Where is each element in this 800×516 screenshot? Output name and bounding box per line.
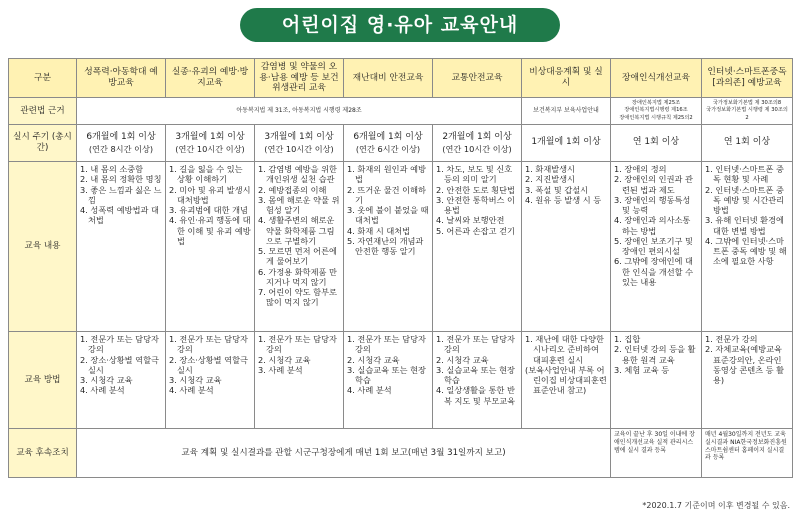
list-item: 7. 어린이 약도 함부로 많이 먹지 않기 — [258, 287, 337, 308]
footnote: *2020.1.7 기준이며 이후 변경될 수 있음. — [642, 501, 790, 510]
content-cell — [433, 162, 522, 332]
header-row — [9, 59, 793, 98]
list-item: 1. 길을 잃을 수 있는 상황 이해하기 — [169, 164, 243, 185]
law-label: 관련법 근거 — [9, 98, 77, 125]
followup-row — [9, 429, 793, 478]
list-item: 4. 사례 분석 — [347, 385, 392, 396]
method-cell — [433, 332, 522, 429]
list-item: 2. 지진발생시 — [525, 174, 575, 185]
list-item: 5. 자연재난의 개념과 안전한 행동 알기 — [347, 235, 424, 256]
list-item: 1. 내 몸의 소중함 — [80, 164, 144, 174]
page-title: 어린이집 영·유아 교육안내 — [240, 8, 560, 42]
list-item: 2. 내 몸의 정확한 명칭 — [80, 174, 162, 185]
list-item: 3. 시청각 교육 — [80, 375, 133, 385]
header-emergency-plan: 비상대응계획 및 실시 — [522, 59, 611, 98]
list-item: 3. 시청각 교육 — [169, 375, 222, 385]
method-cell — [77, 332, 166, 429]
list-item: 6. 그밖에 장애인에 대한 인식을 개선할 수 있는 내용 — [614, 256, 694, 287]
content-label: 교육 내용 — [9, 162, 77, 332]
frequency-row — [9, 125, 793, 162]
content-cell — [166, 162, 255, 332]
method-cell — [522, 332, 611, 429]
frequency-cell: 3개월에 1회 이상 (연간 10시간 이상) — [166, 125, 255, 162]
method-label: 교육 방법 — [9, 332, 77, 429]
title-area — [0, 0, 800, 50]
content-cell — [702, 162, 793, 332]
list-item: 6. 가정용 화학제품 만지거나 먹지 않기 — [258, 266, 337, 287]
list-item: 2. 뜨거운 물건 이해하기 — [347, 184, 426, 205]
frequency-cell: 1개월에 1회 이상 — [522, 125, 611, 162]
header-sexual-violence: 성폭력·아동학대 예방교육 — [77, 59, 166, 98]
list-item: 1. 전문가 또는 담당자 강의 — [347, 334, 426, 355]
list-item: 3. 안전한 통학버스 이용법 — [436, 194, 515, 215]
list-item: 3. 좋은 느낌과 싫은 느낌 — [80, 184, 162, 205]
list-item: 5. 어른과 손잡고 걷기 — [436, 225, 515, 236]
list-item: 1. 전문가 또는 담당자 강의 — [436, 334, 515, 355]
frequency-cell: 6개월에 1회 이상 (연간 6시간 이상) — [344, 125, 433, 162]
followup-cell-internet: 매년 4월30일까지 전년도 교육실시결과 NIA한국정보화진흥원 스마트쉼센터 홈페이지 실시결과 등록 — [702, 429, 793, 478]
list-item: 1. 전문가 또는 담당자 강의 — [80, 334, 159, 355]
list-item: 1. 화재발생시 — [525, 164, 575, 174]
list-item: 3. 옷에 불이 붙었을 때 대처법 — [347, 205, 429, 226]
frequency-cell: 2개월에 1회 이상 (연간 10시간 이상) — [433, 125, 522, 162]
method-cell — [166, 332, 255, 429]
list-item: 3. 사례 분석 — [258, 364, 303, 375]
followup-label: 교육 후속조치 — [9, 429, 77, 478]
list-item: 5. 모르면 먼저 어른에게 물어보기 — [258, 246, 337, 267]
list-item: 2. 시청각 교육 — [436, 354, 489, 365]
list-item: 1. 재난에 대한 다양한 시나리오 준비하여 대피훈련 실시 — [525, 334, 604, 365]
list-item: 4. 그밖에 인터넷·스마트폰 중독 예방 및 해소에 필요한 사항 — [705, 235, 787, 267]
list-item: 1. 전문가 또는 담당자 강의 — [169, 334, 248, 355]
list-item: 3. 실습교육 또는 현장학습 — [436, 364, 515, 385]
list-item: 4. 성폭력 예방법과 대처법 — [80, 205, 159, 226]
list-item: 1. 전문가 강의 — [705, 334, 758, 344]
law-row — [9, 98, 793, 125]
list-item: 2. 인터넷 강의 등을 활용한 원격 교육 — [614, 344, 696, 365]
list-item: 2. 미아 및 유괴 발생시 대처방법 — [169, 184, 251, 205]
frequency-cell: 연 1회 이상 — [702, 125, 793, 162]
frequency-label: 실시 주기 (총시간) — [9, 125, 77, 162]
list-item: 3. 유해 인터넷 환경에 대한 변별 방법 — [705, 215, 784, 236]
list-item: 1. 장애의 정의 — [614, 164, 667, 174]
method-row — [9, 332, 793, 429]
list-item: 3. 장애인의 행동특성 및 능력 — [614, 194, 691, 215]
frequency-cell: 3개월에 1회 이상 (연간 10시간 이상) — [255, 125, 344, 162]
content-cell — [255, 162, 344, 332]
list-item: 2. 시청각 교육 — [258, 354, 311, 365]
law-cell-emergency: 보건복지부 보육사업안내 — [522, 98, 611, 125]
list-item: 1. 전문가 또는 담당자 강의 — [258, 334, 337, 355]
header-disability-awareness: 장애인식개선교육 — [611, 59, 702, 98]
education-table — [8, 58, 793, 478]
list-item: 4. 사례 분석 — [169, 385, 214, 396]
followup-merged-cell: 교육 계획 및 실시결과를 관할 시군구청장에게 매년 1회 보고(매년 3월 31일까지 보고) — [77, 429, 611, 478]
list-item: 2. 예방접종의 이해 — [258, 184, 327, 195]
list-item: 2. 장소·상황별 역할극 실시 — [169, 354, 248, 375]
list-item: 3. 실습교육 또는 현장학습 — [347, 364, 426, 385]
list-item: 4. 일상생활을 통한 반복 지도 및 부모교육 — [436, 385, 516, 406]
header-internet-addiction: 인터넷·스마트폰중독 [과의존] 예방교육 — [702, 59, 793, 98]
list-item: 2. 안전한 도로 횡단법 — [436, 184, 515, 195]
list-item: 1. 차도, 보도 및 신호등의 의미 알기 — [436, 164, 513, 185]
header-disaster-safety: 재난대비 안전교육 — [344, 59, 433, 98]
list-item: 1. 집합 — [614, 334, 641, 344]
list-item: 3. 유괴범에 대한 개념 — [169, 205, 248, 215]
list-item: 4. 날씨와 보행안전 — [436, 215, 505, 226]
header-category: 구분 — [9, 59, 77, 98]
header-health-hygiene: 감염병 및 약물의 오용·남용 예방 등 보건위생관리 교육 — [255, 59, 344, 98]
list-item: (보육사업안내 부록 어린이집 비상대피훈련 표준안내 참고) — [525, 364, 607, 396]
list-item: 4. 장애인과 의사소통하는 방법 — [614, 215, 691, 236]
frequency-cell: 6개월에 1회 이상 (연간 8시간 이상) — [77, 125, 166, 162]
list-item: 2. 장애인의 인권과 관련된 법과 제도 — [614, 174, 693, 195]
list-item: 2. 자체교육(예방교육 표준강의안, 온라인 동영상 콘텐츠 등 활용) — [705, 344, 785, 385]
list-item: 3. 폭설 및 갑설시 — [525, 184, 589, 195]
list-item: 4. 원유 등 발생 시 등 — [525, 194, 602, 205]
list-item: 4. 유인·유괴 행동에 대한 이해 및 유괴 예방법 — [169, 215, 251, 246]
content-cell — [77, 162, 166, 332]
list-item: 4. 생활주변의 해로운 약물 화학제품 그림으로 구별하기 — [258, 215, 335, 246]
content-row — [9, 162, 793, 332]
frequency-cell: 연 1회 이상 — [611, 125, 702, 162]
law-merged-cell: 아동복지법 제 31조, 아동복지법 시행령 제28조 — [77, 98, 522, 125]
list-item: 2. 인터넷·스마트폰 중독 예방 및 시간관리 방법 — [705, 184, 785, 215]
list-item: 1. 인터넷·스마트폰 중독 현황 및 사례 — [705, 164, 784, 185]
content-cell — [344, 162, 433, 332]
list-item: 5. 장애인 보조기구 및 장애인 편의시설 — [614, 235, 693, 256]
method-cell — [344, 332, 433, 429]
list-item: 2. 장소·상황별 역할극 실시 — [80, 354, 159, 375]
content-cell — [522, 162, 611, 332]
header-traffic-safety: 교통안전교육 — [433, 59, 522, 98]
list-item: 3. 몸에 해로운 약물 위험성 알기 — [258, 194, 340, 215]
header-missing-kidnap: 실종·유괴의 예방·방지교육 — [166, 59, 255, 98]
list-item: 1. 감염병 예방을 위한 개인위생 실천 습관 — [258, 164, 337, 185]
law-cell-internet: 국가정보화기본법 제 30조의8 국가정보화기본법 시행령 제 30조의2 — [702, 98, 793, 125]
list-item: 4. 화재 시 대처법 — [347, 225, 411, 236]
followup-cell-disability: 교육이 끝난 후 30일 이내에 장애인식개선교육 실적 관리시스템에 실시 결과 등록 — [611, 429, 702, 478]
content-cell — [611, 162, 702, 332]
list-item: 3. 체험 교육 등 — [614, 364, 670, 375]
list-item: 2. 시청각 교육 — [347, 354, 400, 365]
method-cell — [702, 332, 793, 429]
list-item: 4. 사례 분석 — [80, 385, 125, 396]
law-cell-disability: 장애인복지법 제25조 장애인복지법시행령 제16조 장애인복지법 시행규칙 제25의2 — [611, 98, 702, 125]
method-cell — [255, 332, 344, 429]
method-cell — [611, 332, 702, 429]
list-item: 1. 화재의 원인과 예방법 — [347, 164, 426, 185]
